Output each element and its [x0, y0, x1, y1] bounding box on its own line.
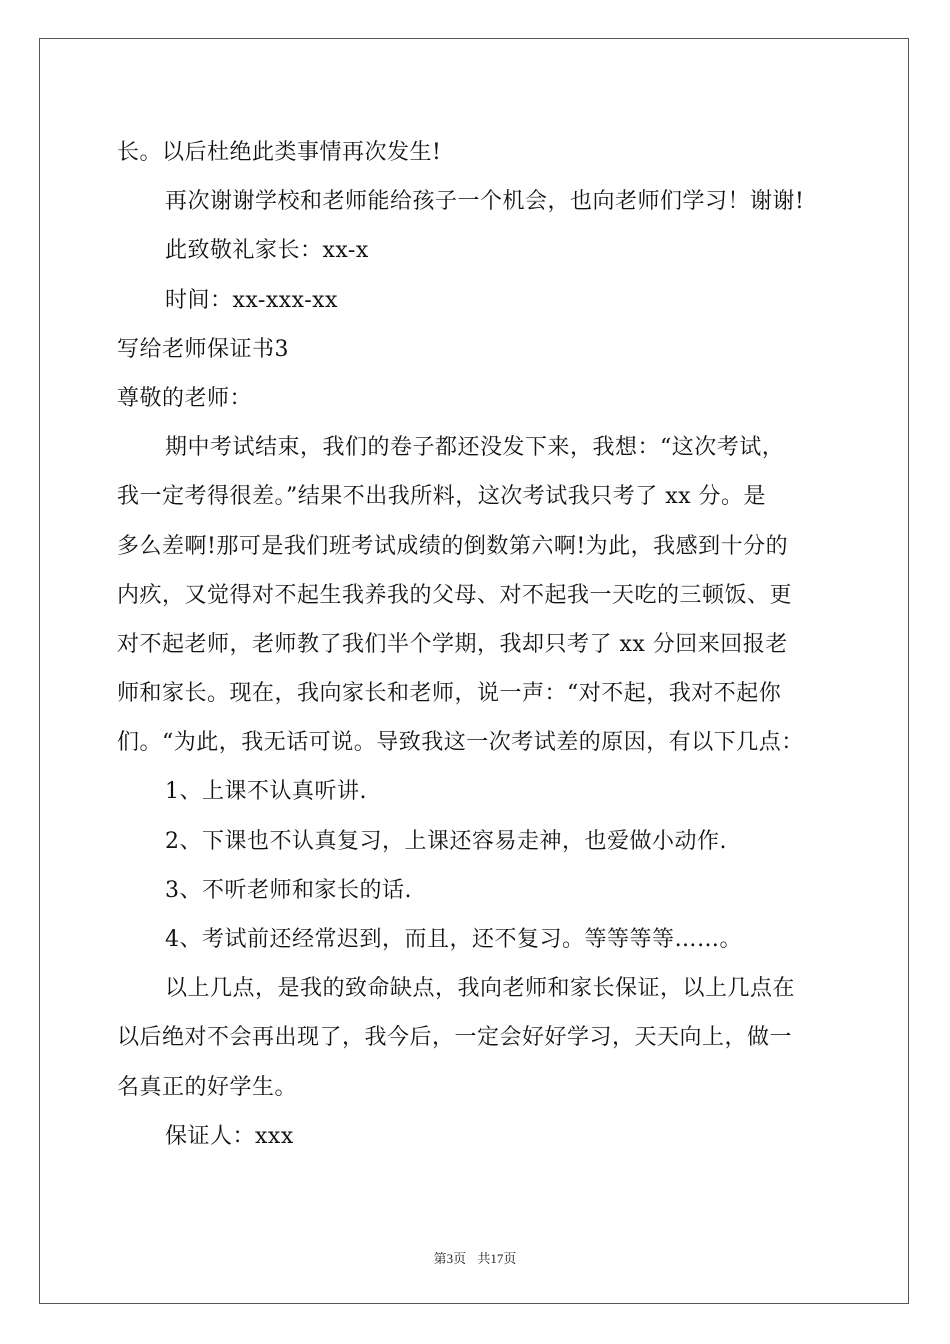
- total-pages: 共17页: [477, 1251, 517, 1266]
- signature-line: 此致敬礼家长：xx-x: [165, 238, 369, 264]
- text-line: 期中考试结束，我们的卷子都还没发下来，我想：“这次考试，: [165, 435, 785, 461]
- text-line: 以后绝对不会再出现了，我今后，一定会好好学习，天天向上，做一: [117, 1025, 793, 1051]
- list-item: 2、下课也不认真复习，上课还容易走神，也爱做小动作.: [165, 828, 727, 854]
- signature-line: 保证人：xxx: [165, 1123, 294, 1149]
- section-title: 写给老师保证书3: [117, 336, 289, 362]
- list-item: 4、考试前还经常迟到，而且，还不复习。等等等等……。: [165, 927, 742, 952]
- text-line: 师和家长。现在，我向家长和老师，说一声：“对不起，我对不起你: [117, 681, 782, 707]
- document-body: [117, 128, 837, 1161]
- text-line: 我一定考得很差。”结果不出我所料，这次考试我只考了 xx 分。是: [117, 484, 767, 510]
- text-line: 以上几点，是我的致命缺点，我向老师和家长保证，以上几点在: [165, 976, 796, 1002]
- list-item: 3、不听老师和家长的话.: [165, 877, 412, 903]
- text-line: 对不起老师，老师教了我们半个学期，我却只考了 xx 分回来回报老: [117, 631, 788, 657]
- page-footer: [0, 1248, 950, 1267]
- text-line: 们。“为此，我无话可说。导致我这一次考试差的原因，有以下几点：: [117, 730, 804, 756]
- text-line: 再次谢谢学校和老师能给孩子一个机会，也向老师们学习！谢谢!: [165, 189, 805, 215]
- page-number: 第3页: [433, 1251, 467, 1266]
- text-line: 多么差啊!那可是我们班考试成绩的倒数第六啊!为此，我感到十分的: [117, 533, 789, 559]
- list-item: 1、上课不认真听讲.: [165, 779, 367, 805]
- text-line: 长。以后杜绝此类事情再次发生!: [117, 140, 442, 165]
- text-line: 内疚，又觉得对不起生我养我的父母、对不起我一天吃的三顿饭、更: [117, 582, 793, 608]
- text-line: 名真正的好学生。: [117, 1074, 298, 1100]
- salutation: 尊敬的老师：: [117, 385, 253, 411]
- date-line: 时间：xx-xxx-xx: [165, 287, 338, 313]
